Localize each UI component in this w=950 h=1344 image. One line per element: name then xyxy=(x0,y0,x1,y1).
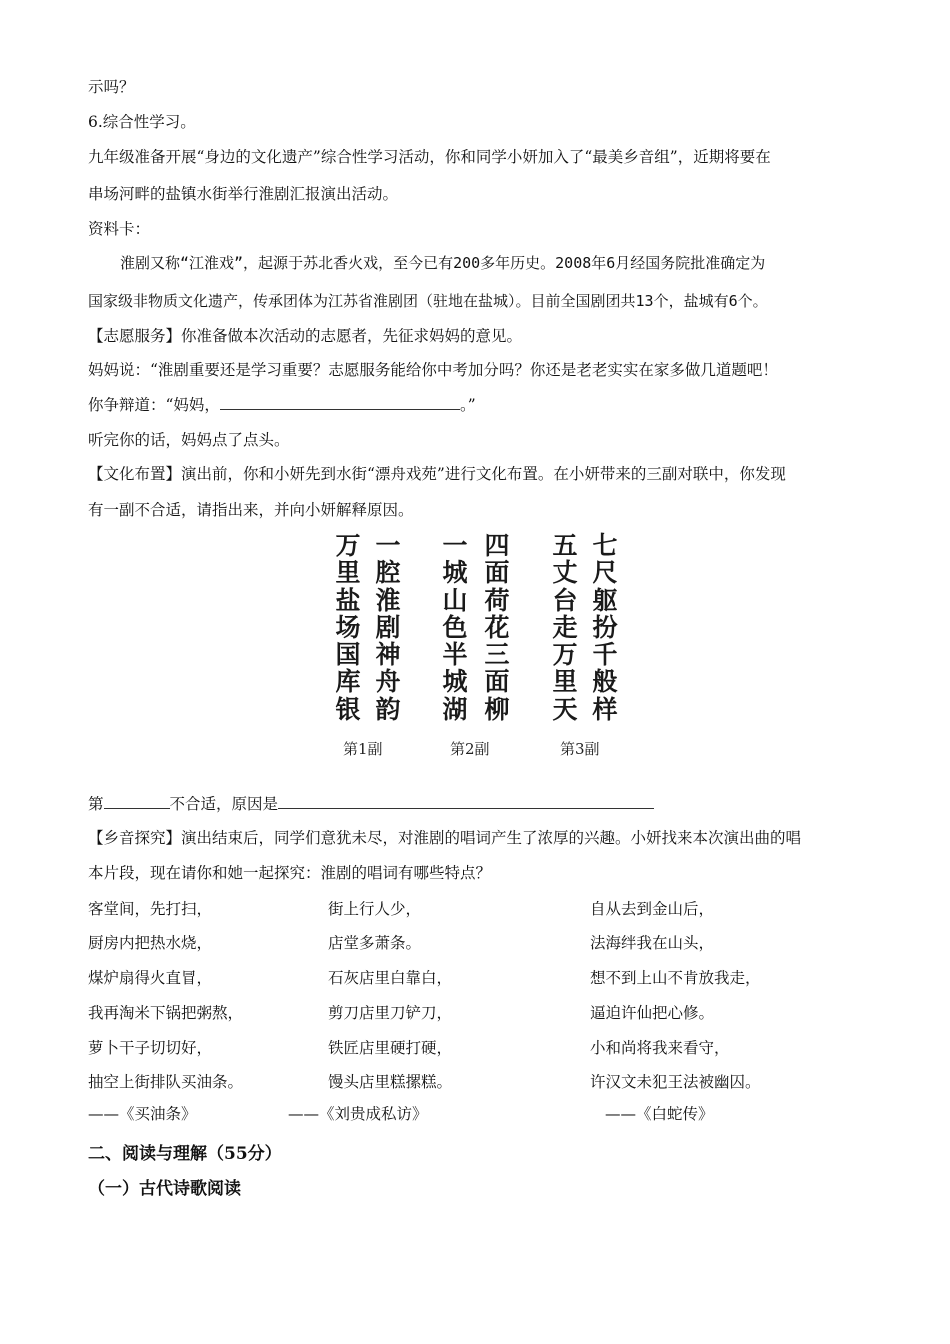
couplet-number-blank[interactable] xyxy=(104,793,170,809)
song-3-line: 想不到上山不肯放我走， xyxy=(590,969,761,987)
couplets-figure xyxy=(325,532,625,760)
song-2-line: 馒头店里糕摞糕。 xyxy=(328,1073,453,1091)
layout-line-2: 有一副不合适，请指出来，并向小妍解释原因。 xyxy=(88,501,414,519)
couplet-2-caption: 第2副 xyxy=(450,740,490,758)
intro-line-2: 串场河畔的盐镇水街举行淮剧汇报演出活动。 xyxy=(88,185,399,203)
song-3-line: 逼迫许仙把心修。 xyxy=(590,1004,715,1022)
couplet-2-right: 四面荷花三面柳 xyxy=(484,531,510,724)
explore-line-1: 【乡音探究】演出结束后，同学们意犹未尽，对淮剧的唱词产生了浓厚的兴趣。小妍找来本次演出曲的唱 xyxy=(88,829,802,847)
question-6-title: 6.综合性学习。 xyxy=(88,113,196,131)
section-2-heading: 二、阅读与理解（55分） xyxy=(88,1144,282,1164)
song-3-line: 许汉文未犯王法被幽囚。 xyxy=(590,1073,761,1091)
song-2-line: 铁匠店里硬打硬， xyxy=(328,1039,453,1057)
card-title: 资料卡： xyxy=(88,220,151,238)
couplet-3-caption: 第3副 xyxy=(560,740,600,758)
song-3-line: 小和尚将我来看守， xyxy=(590,1039,730,1057)
layout-line-1: 【文化布置】演出前，你和小妍先到水街“漂舟戏苑”进行文化布置。在小妍带来的三副对联中，你发现 xyxy=(88,465,786,483)
couplet-1-left: 万里盐场国库银 xyxy=(335,531,361,724)
couplet-1-caption: 第1副 xyxy=(343,740,383,758)
song-1-line: 客堂间，先打扫， xyxy=(88,900,213,918)
song-3-line: 自从去到金山后， xyxy=(590,900,715,918)
prev-question-tail: 示吗？ xyxy=(88,78,135,96)
song-2-line: 街上行人少， xyxy=(328,900,422,918)
song-2-line: 剪刀店里刀铲刀， xyxy=(328,1004,453,1022)
argue-suffix: 。” xyxy=(459,396,476,414)
song-1-line: 厨房内把热水烧， xyxy=(88,934,213,952)
reason-blank[interactable] xyxy=(278,793,654,809)
song-1-source: ——《买油条》 xyxy=(88,1105,197,1123)
song-1-line: 我再淘米下锅把粥熬， xyxy=(88,1004,244,1022)
argue-answer-blank[interactable] xyxy=(220,394,460,410)
couplet-3-right: 七尺躯扮千般样 xyxy=(592,531,618,724)
couplet-1-right: 一腔淮剧神舟韵 xyxy=(375,531,401,724)
song-3-source: ——《白蛇传》 xyxy=(605,1105,714,1123)
answer-line xyxy=(88,793,654,814)
mom-nods: 听完你的话，妈妈点了点头。 xyxy=(88,431,290,449)
song-3-line: 法海绊我在山头， xyxy=(590,934,715,952)
volunteer-section: 【志愿服务】你准备做本次活动的志愿者，先征求妈妈的意见。 xyxy=(88,327,523,345)
answer-prefix: 第 xyxy=(88,795,104,813)
argue-prefix: 你争辩道：“妈妈， xyxy=(88,396,220,414)
intro-line-1: 九年级准备开展“身边的文化遗产”综合性学习活动，你和同学小妍加入了“最美乡音组”，近期将要在 xyxy=(88,148,771,166)
explore-line-2: 本片段，现在请你和她一起探究：淮剧的唱词有哪些特点？ xyxy=(88,864,492,882)
answer-middle: 不合适，原因是 xyxy=(169,795,279,813)
mom-says: 妈妈说：“淮剧重要还是学习重要？志愿服务能给你中考加分吗？你还是老老实实在家多做几道题吧！ xyxy=(88,361,778,379)
card-line-2: 国家级非物质文化遗产，传承团体为江苏省淮剧团（驻地在盐城）。目前全国剧团共13个，盐城有6个。 xyxy=(88,292,768,310)
song-1-line: 萝卜干子切切好， xyxy=(88,1039,213,1057)
section-2-1-heading: （一）古代诗歌阅读 xyxy=(88,1179,241,1199)
couplet-3-left: 五丈台走万里天 xyxy=(552,531,578,724)
song-2-line: 石灰店里白靠白， xyxy=(328,969,453,987)
song-1-line: 煤炉扇得火直冒， xyxy=(88,969,213,987)
song-1-line: 抽空上街排队买油条。 xyxy=(88,1073,244,1091)
song-2-source: ——《刘贵成私访》 xyxy=(288,1105,428,1123)
song-2-line: 店堂多萧条。 xyxy=(328,934,422,952)
couplet-2-left: 一城山色半城湖 xyxy=(442,531,468,724)
argue-line xyxy=(88,394,476,415)
card-line-1: 淮剧又称“江淮戏”，起源于苏北香火戏，至今已有200多年历史。2008年6月经国务院批准确定为 xyxy=(120,254,766,272)
